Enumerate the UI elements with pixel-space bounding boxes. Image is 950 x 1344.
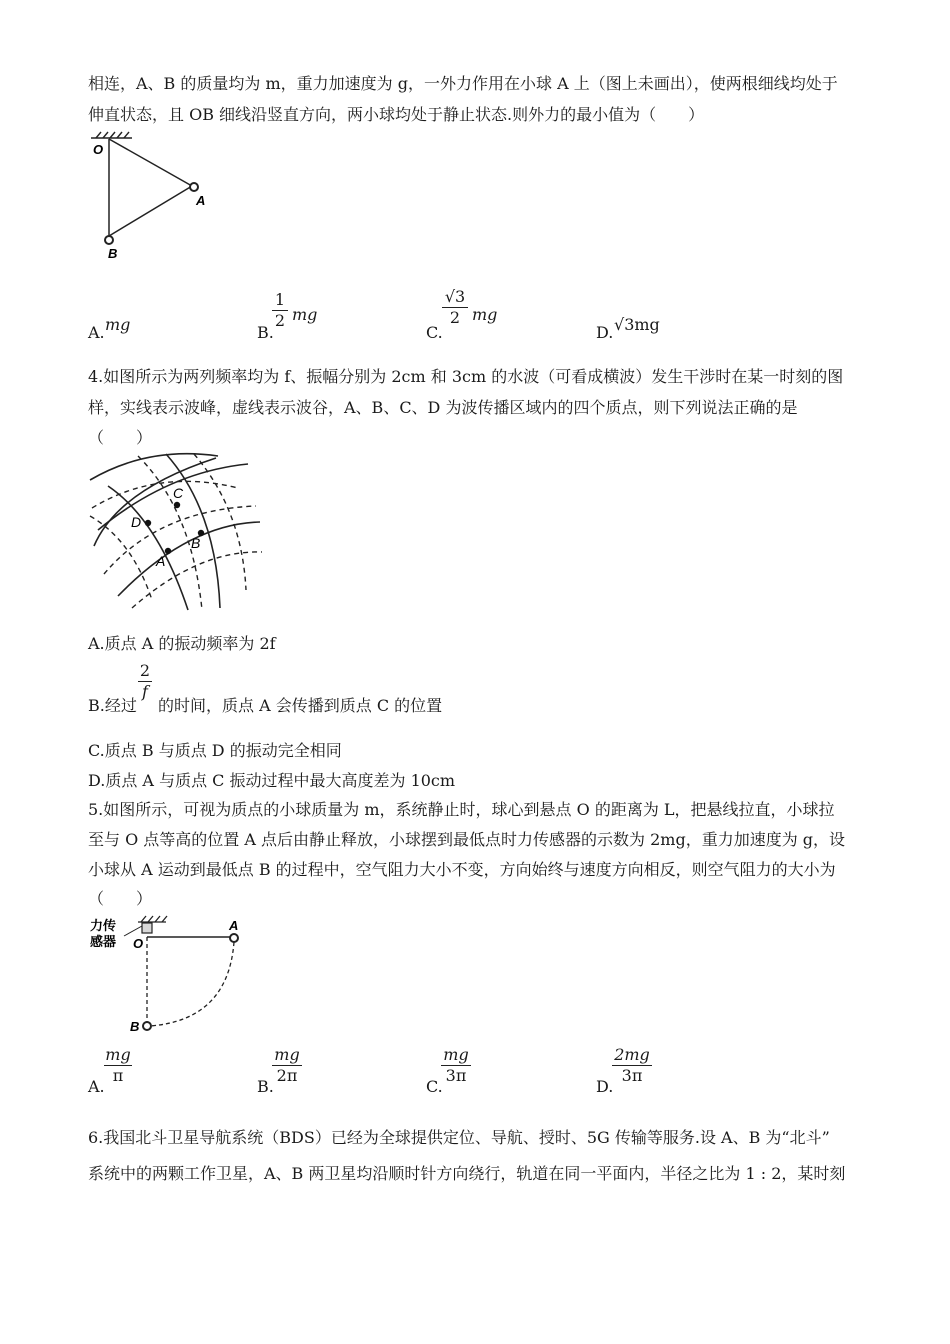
q3-text-line-1: 相连，A、B 的质量均为 m，重力加速度为 g，一外力作用在小球 A 上（图上未画出），使两根细线均处于	[88, 74, 838, 93]
q3-option-a-label: A.	[88, 323, 105, 342]
q3-option-c-tail: mg	[472, 305, 498, 324]
crest-arc-1	[90, 454, 218, 480]
label-a: A	[196, 193, 206, 208]
fraction-numerator: 2	[139, 661, 151, 680]
q5-text-line-2: 至与 O 点等高的位置 A 点后由静止释放，小球摆到最低点时力传感器的示数为 2mg，重力加速度为 g，设	[88, 830, 846, 849]
fraction-denominator: 3π	[621, 1066, 643, 1085]
q3-option-c-fraction	[442, 288, 468, 327]
ball-a	[230, 934, 238, 942]
swing-arc	[150, 942, 234, 1026]
q5-text-line-1: 5.如图所示，可视为质点的小球质量为 m，系统静止时，球心到悬点 O 的距离为 L，把悬线拉直，小球拉	[88, 800, 835, 819]
q5-text-line-3: 小球从 A 运动到最低点 B 的过程中，空气阻力大小不变，方向始终与速度方向相反，则空气阻力的大小为	[88, 860, 836, 879]
q5-text-line-4: （ ）	[88, 889, 153, 908]
fraction-numerator: mg	[105, 1045, 131, 1064]
sensor-box	[142, 923, 152, 933]
point-c	[174, 502, 180, 508]
fraction-denominator: 2	[274, 311, 286, 330]
q4-text-line-3: （ ）	[88, 428, 153, 447]
point-d	[145, 520, 151, 526]
fraction-numerator: 2mg	[614, 1045, 650, 1064]
fraction-denominator: 2	[449, 308, 461, 327]
q5-option-b-fraction	[272, 1046, 302, 1085]
q3-option-a-value: mg	[105, 315, 131, 334]
trough-arc-5	[194, 454, 246, 590]
sensor-pointer	[124, 926, 142, 936]
q5-figure-pendulum	[88, 912, 250, 1034]
q3-option-b-tail: mg	[292, 305, 318, 324]
q3-option-d-label: D.	[596, 323, 614, 342]
point-a	[165, 548, 171, 554]
q5-option-d-fraction	[612, 1046, 652, 1085]
q3-text-line-2: 伸直状态，且 OB 细线沿竖直方向，两小球均处于静止状态.则外力的最小值为（ ）	[88, 105, 705, 124]
q3-option-b-fraction	[272, 291, 288, 330]
q3-figure-triangle	[88, 130, 218, 262]
q4-option-b-suffix: 的时间，质点 A 会传播到质点 C 的位置	[158, 696, 443, 715]
label-b: B	[130, 1019, 140, 1034]
label-sensor-1: 力传	[90, 918, 117, 933]
q4-option-a: A.质点 A 的振动频率为 2f	[88, 634, 276, 653]
crest-arc-4	[118, 522, 260, 596]
q5-option-a-label: A.	[88, 1077, 105, 1096]
q5-option-c-fraction	[441, 1046, 471, 1085]
q3-option-b-label: B.	[257, 323, 274, 342]
string-oa	[109, 139, 192, 186]
ceiling-hatch	[138, 916, 167, 922]
ball-b	[105, 236, 113, 244]
q4-text-line-2: 样，实线表示波峰，虚线表示波谷，A、B、C、D 为波传播区域内的四个质点，则下列说法正确的是	[88, 398, 798, 417]
ball-b	[143, 1022, 151, 1030]
label-a: A	[229, 918, 239, 933]
q5-option-c-label: C.	[426, 1077, 443, 1096]
label-o: O	[93, 142, 104, 157]
trough-arc-2	[104, 506, 256, 574]
ball-a	[190, 183, 198, 191]
fraction-numerator: mg	[443, 1045, 469, 1064]
label-d: D	[131, 514, 142, 530]
fraction-denominator: π	[112, 1066, 124, 1085]
fraction-denominator: f	[142, 682, 148, 701]
ceiling-hatch	[91, 132, 132, 138]
label-a: A	[156, 553, 166, 569]
string-ab	[109, 186, 192, 236]
q3-option-d-value: √3mg	[614, 315, 660, 334]
fraction-denominator: 2π	[276, 1066, 298, 1085]
label-o: O	[133, 936, 144, 951]
q4-option-d: D.质点 A 与质点 C 振动过程中最大高度差为 10cm	[88, 771, 456, 790]
fraction-numerator: mg	[274, 1045, 300, 1064]
q5-option-b-label: B.	[257, 1077, 274, 1096]
q6-text-line-1: 6.我国北斗卫星导航系统（BDS）已经为全球提供定位、导航、授时、5G 传输等服务.设 A、B 为“北斗”	[88, 1128, 830, 1147]
q4-text-line-1: 4.如图所示为两列频率均为 f、振幅分别为 2cm 和 3cm 的水波（可看成横波）发生干涉时在某一时刻的图	[88, 367, 844, 386]
fraction-numerator: √3	[444, 287, 466, 306]
label-b: B	[108, 246, 118, 261]
q4-option-b-fraction	[138, 662, 152, 701]
label-c: C	[173, 485, 184, 501]
label-sensor-2: 感器	[90, 934, 117, 949]
fraction-numerator: 1	[274, 290, 286, 309]
q4-figure-interference	[88, 450, 266, 612]
q6-text-line-2: 系统中的两颗工作卫星，A、B 两卫星均沿顺时针方向绕行，轨道在同一平面内，半径之比为 1 : 2，某时刻	[88, 1164, 846, 1183]
fraction-denominator: 3π	[445, 1066, 467, 1085]
q3-option-c-label: C.	[426, 323, 443, 342]
q5-option-a-fraction	[104, 1046, 132, 1085]
q4-option-c: C.质点 B 与质点 D 的振动完全相同	[88, 741, 342, 760]
q4-option-b-prefix: B.经过	[88, 696, 137, 715]
label-b: B	[191, 535, 201, 551]
q5-option-d-label: D.	[596, 1077, 614, 1096]
